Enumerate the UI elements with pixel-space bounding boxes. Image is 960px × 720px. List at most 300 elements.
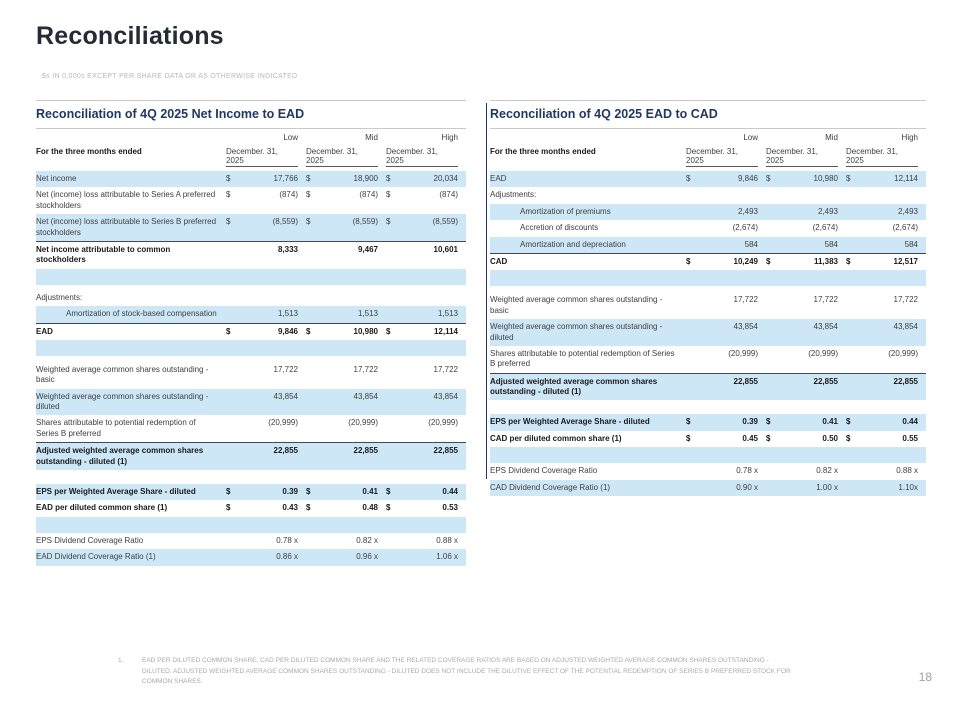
dollar-sign	[306, 365, 318, 375]
row-value: 22,855	[733, 376, 758, 386]
table-row	[490, 431, 926, 447]
row-value: 0.82 x	[816, 466, 838, 476]
dollar-sign	[846, 223, 858, 233]
row-value-group	[386, 245, 466, 255]
row-label: EAD Dividend Coverage Ratio (1)	[36, 552, 156, 562]
row-value-group	[306, 245, 386, 255]
row-value: 1.00 x	[816, 482, 838, 492]
row-value-group	[846, 257, 926, 267]
dollar-sign: $	[386, 174, 391, 183]
column-header-row	[490, 129, 926, 144]
table-row	[36, 442, 466, 470]
dollar-sign	[306, 392, 318, 402]
dollar-sign	[846, 240, 858, 250]
dollar-sign: $	[306, 487, 311, 497]
row-value: 9,846	[737, 174, 758, 183]
row-value: 1,513	[277, 309, 298, 319]
row-value-group	[306, 487, 386, 497]
spacer-row	[36, 470, 466, 484]
row-value: 10,249	[733, 256, 758, 266]
row-value: (20,999)	[888, 348, 918, 358]
dollar-sign	[386, 552, 398, 562]
row-value: 584	[824, 239, 838, 249]
column-header-mid: Mid	[365, 133, 378, 142]
row-value: 11,383	[813, 256, 838, 266]
row-value: 22,855	[353, 446, 378, 456]
column-header-mid: Mid	[825, 133, 838, 142]
row-value: 10,980	[353, 326, 378, 336]
period-header-row	[490, 144, 926, 171]
dollar-sign: $	[226, 190, 231, 200]
row-value-group	[226, 418, 306, 428]
row-value: 0.39	[282, 487, 298, 497]
table-row	[36, 241, 466, 269]
period-date-low: December. 31, 2025	[226, 147, 306, 167]
period-date-high: December. 31, 2025	[846, 147, 926, 167]
row-value: (2,674)	[812, 223, 838, 233]
table-row	[36, 290, 466, 306]
dollar-sign	[766, 207, 778, 217]
row-value-group	[386, 418, 466, 428]
row-value: (20,999)	[428, 418, 458, 428]
row-value: 0.90 x	[736, 482, 758, 492]
row-value-group	[846, 483, 926, 493]
column-header-spacer	[36, 133, 226, 142]
row-value-group	[226, 446, 306, 456]
footnote-text: EAD PER DILUTED COMMON SHARE, CAD PER DILUTED COMMON SHARE AND THE RELATED COVERAGE RATIOS ARE BASED ON ADJUSTED WEIGHTED AVERAGE COMMON SHARES OUTSTANDING - DILUTED. ADJUSTED WEIGHTED AVERAGE COMMON SHARES OUTSTANDING - DILUTED DOES NOT INCLUDE THE DILUTIVE EFFECT OF THE POTENTIAL REDEMPTION OF SERIES B PREFERRED STOCK FOR COMMON SHARES.	[142, 657, 791, 686]
dollar-sign	[686, 377, 698, 387]
dollar-sign	[386, 309, 398, 319]
table-row	[36, 484, 466, 500]
row-label: Net income	[36, 174, 77, 183]
row-value: 12,114	[433, 326, 458, 336]
row-value: 43,854	[893, 322, 918, 332]
row-label: EAD	[490, 174, 507, 183]
row-value-group	[766, 466, 846, 476]
dollar-sign	[226, 446, 238, 456]
dollar-sign: $	[766, 433, 771, 443]
spacer-row	[36, 269, 466, 285]
table-row	[490, 292, 926, 319]
row-value: 43,854	[433, 391, 458, 401]
row-value: 43,854	[353, 391, 378, 401]
row-value: (874)	[439, 190, 458, 200]
row-value-group	[306, 552, 386, 562]
row-value: 17,722	[433, 364, 458, 374]
row-value: 9,467	[357, 244, 378, 254]
column-header-low: Low	[743, 133, 758, 142]
row-value: 17,722	[733, 295, 758, 305]
dollar-sign: $	[686, 174, 691, 183]
row-label: Net income attributable to common stockholders	[36, 244, 171, 265]
row-value: 0.41	[362, 487, 378, 497]
row-value-group	[686, 483, 766, 493]
row-value: 0.55	[902, 433, 918, 443]
row-value: 17,722	[353, 364, 378, 374]
row-value-group	[766, 322, 846, 332]
row-value-group	[226, 536, 306, 546]
row-value: 43,854	[273, 391, 298, 401]
dollar-sign	[686, 207, 698, 217]
row-label: Weighted average common shares outstanding - basic	[36, 364, 209, 385]
dollar-sign: $	[386, 217, 391, 227]
row-value: 17,722	[273, 364, 298, 374]
row-value: 17,722	[813, 295, 838, 305]
row-value-group	[846, 207, 926, 217]
dollar-sign	[386, 446, 398, 456]
row-label: CAD Dividend Coverage Ratio (1)	[490, 482, 611, 492]
dollar-sign: $	[226, 326, 231, 336]
dollar-sign	[766, 483, 778, 493]
row-value-group	[226, 503, 306, 513]
row-value-group	[306, 217, 386, 227]
row-label: Adjustments:	[36, 292, 83, 302]
row-label: Amortization of stock-based compensation	[66, 309, 217, 319]
dollar-sign	[226, 552, 238, 562]
row-label: EPS per Weighted Average Share - diluted	[36, 487, 196, 497]
spacer-row	[490, 270, 926, 286]
row-value-group	[226, 487, 306, 497]
row-value: 43,854	[813, 322, 838, 332]
row-value-group	[766, 483, 846, 493]
dollar-sign: $	[226, 217, 231, 227]
row-label: CAD per diluted common share (1)	[490, 433, 622, 443]
dollar-sign: $	[306, 217, 311, 227]
table-row	[36, 389, 466, 416]
row-value: 20,034	[433, 174, 458, 183]
row-value: (8,559)	[352, 217, 378, 227]
row-value: 1.10x	[898, 482, 918, 492]
row-value: (2,674)	[892, 223, 918, 233]
row-value-group	[306, 446, 386, 456]
dollar-sign: $	[686, 256, 691, 266]
dollar-sign: $	[766, 174, 771, 183]
row-label: Adjusted weighted average common shares outstanding - diluted (1)	[36, 446, 204, 466]
dollar-sign: $	[846, 417, 851, 427]
table-row	[490, 220, 926, 236]
table-row	[490, 346, 926, 373]
row-value: 0.78 x	[276, 535, 298, 545]
row-value-group	[386, 446, 466, 456]
row-label: Weighted average common shares outstanding - basic	[490, 295, 663, 315]
table-row	[36, 323, 466, 340]
row-value-group	[306, 309, 386, 319]
row-value-group	[846, 377, 926, 387]
row-value: 2,493	[817, 206, 838, 216]
dollar-sign: $	[306, 503, 311, 513]
row-label: CAD	[490, 256, 508, 266]
dollar-sign	[846, 349, 858, 359]
dollar-sign	[766, 466, 778, 476]
spacer-row	[36, 517, 466, 533]
dollar-sign: $	[846, 174, 851, 183]
table-title: Reconciliation of 4Q 2025 Net Income to EAD	[36, 101, 466, 129]
page-title: Reconciliations	[36, 22, 224, 50]
row-value: 0.50	[822, 433, 838, 443]
row-value: 2,493	[737, 206, 758, 216]
dollar-sign	[846, 207, 858, 217]
dollar-sign	[306, 446, 318, 456]
page-number: 18	[918, 670, 932, 684]
footnote-number: 1.	[118, 657, 124, 664]
row-value-group	[766, 417, 846, 427]
row-value-group	[226, 327, 306, 337]
dollar-sign	[766, 240, 778, 250]
dollar-sign: $	[386, 503, 391, 513]
dollar-sign	[686, 240, 698, 250]
row-value-group	[306, 503, 386, 513]
dollar-sign: $	[226, 487, 231, 497]
row-value: 584	[744, 239, 758, 249]
row-value: 0.44	[442, 487, 458, 497]
row-value-group	[846, 295, 926, 305]
row-value-group	[846, 349, 926, 359]
row-value-group	[846, 322, 926, 332]
dollar-sign	[686, 223, 698, 233]
row-value-group	[386, 365, 466, 375]
row-value-group	[766, 174, 846, 184]
row-value-group	[846, 240, 926, 250]
row-value-group	[386, 174, 466, 184]
row-value: 9,846	[277, 326, 298, 336]
dollar-sign: $	[686, 433, 691, 443]
table-row	[36, 214, 466, 241]
dollar-sign	[766, 377, 778, 387]
row-value: 0.41	[822, 417, 838, 427]
dollar-sign: $	[766, 256, 771, 266]
row-value-group	[226, 190, 306, 200]
row-value-group	[846, 223, 926, 233]
row-value-group	[766, 295, 846, 305]
row-value-group	[306, 365, 386, 375]
table-row	[36, 362, 466, 389]
row-label: Shares attributable to potential redemption of Series B preferred	[36, 418, 196, 438]
row-value-group	[686, 257, 766, 267]
table-row	[36, 187, 466, 214]
row-value: (8,559)	[272, 217, 298, 227]
row-value: 22,855	[273, 446, 298, 456]
table-row	[490, 253, 926, 270]
row-value: (2,674)	[732, 223, 758, 233]
row-value: 17,722	[893, 295, 918, 305]
row-value-group	[226, 217, 306, 227]
row-label: EAD per diluted common share (1)	[36, 503, 168, 513]
units-note: $s IN 0,000s EXCEPT PER SHARE DATA OR AS OTHERWISE INDICATED	[42, 73, 298, 80]
table-row	[490, 204, 926, 220]
row-value-group	[226, 392, 306, 402]
row-value-group	[306, 327, 386, 337]
net-income-to-ead-table	[36, 100, 466, 566]
dollar-sign	[686, 295, 698, 305]
dollar-sign: $	[766, 417, 771, 427]
row-value-group	[226, 245, 306, 255]
table-row	[490, 414, 926, 430]
row-value-group	[386, 217, 466, 227]
table-row	[36, 306, 466, 322]
row-label: EPS per Weighted Average Share - diluted	[490, 417, 650, 427]
row-value-group	[386, 503, 466, 513]
column-header-high: High	[441, 133, 458, 142]
table-body	[490, 171, 926, 496]
row-value-group	[686, 466, 766, 476]
ead-to-cad-table	[490, 100, 926, 496]
row-value-group	[766, 240, 846, 250]
row-value: 1,513	[357, 309, 378, 319]
dollar-sign	[846, 483, 858, 493]
row-value-group	[306, 536, 386, 546]
row-value: 0.53	[442, 503, 458, 513]
dollar-sign	[686, 466, 698, 476]
table-row	[490, 319, 926, 346]
row-value-group	[686, 174, 766, 184]
row-value-group	[386, 309, 466, 319]
dollar-sign	[306, 245, 318, 255]
row-label: Amortization and depreciation	[520, 239, 626, 249]
table-title: Reconciliation of 4Q 2025 EAD to CAD	[490, 101, 926, 129]
row-value-group	[386, 327, 466, 337]
row-value-group	[386, 536, 466, 546]
row-value: (874)	[359, 190, 378, 200]
row-value: 10,601	[433, 244, 458, 254]
row-value-group	[846, 434, 926, 444]
row-label: Adjusted weighted average common shares outstanding - diluted (1)	[490, 376, 658, 397]
row-value-group	[686, 223, 766, 233]
table-row	[490, 463, 926, 479]
row-label: Net (income) loss attributable to Series B preferred stockholders	[36, 217, 217, 237]
row-value: 1,513	[437, 309, 458, 319]
row-value-group	[686, 349, 766, 359]
row-value-group	[686, 377, 766, 387]
row-value: 17,766	[273, 174, 298, 183]
dollar-sign: $	[306, 174, 311, 183]
dollar-sign: $	[846, 433, 851, 443]
period-label: For the three months ended	[490, 147, 596, 156]
row-value-group	[686, 434, 766, 444]
period-label: For the three months ended	[36, 147, 142, 156]
row-value-group	[306, 392, 386, 402]
column-header-high: High	[901, 133, 918, 142]
period-date-mid: December. 31, 2025	[766, 147, 846, 167]
row-label: Adjustments:	[490, 190, 537, 200]
row-value: 0.86 x	[276, 552, 298, 562]
table-row	[36, 171, 466, 187]
dollar-sign	[226, 365, 238, 375]
row-value-group	[766, 223, 846, 233]
spacer-row	[490, 447, 926, 463]
dollar-sign	[846, 295, 858, 305]
row-value: (874)	[279, 190, 298, 200]
row-value-group	[386, 392, 466, 402]
period-header-row	[36, 144, 466, 171]
row-value: 0.88 x	[896, 466, 918, 476]
row-label: Weighted average common shares outstanding - diluted	[490, 322, 663, 342]
row-value: 2,493	[897, 206, 918, 216]
dollar-sign	[386, 365, 398, 375]
row-value-group	[766, 207, 846, 217]
row-value-group	[846, 466, 926, 476]
row-value: 0.44	[902, 417, 918, 427]
row-value-group	[306, 418, 386, 428]
dollar-sign	[766, 349, 778, 359]
row-value-group	[686, 295, 766, 305]
row-value: 0.78 x	[736, 466, 758, 476]
row-value: 12,517	[893, 256, 918, 266]
row-label: Accretion of discounts	[520, 223, 599, 233]
row-value: (20,999)	[808, 348, 838, 358]
footnote	[118, 656, 794, 688]
row-value-group	[766, 349, 846, 359]
dollar-sign	[686, 322, 698, 332]
dollar-sign	[766, 295, 778, 305]
table-row	[490, 187, 926, 203]
table-row	[36, 500, 466, 516]
row-value: 8,333	[277, 244, 298, 254]
row-value: 0.88 x	[436, 535, 458, 545]
spacer-row	[36, 340, 466, 356]
dollar-sign: $	[386, 190, 391, 200]
table-row	[36, 415, 466, 442]
row-value-group	[766, 257, 846, 267]
row-value-group	[686, 417, 766, 427]
row-value: 0.48	[362, 503, 378, 513]
row-value: 0.96 x	[356, 552, 378, 562]
row-label: Weighted average common shares outstanding - diluted	[36, 391, 209, 412]
row-value: 22,855	[813, 376, 838, 386]
row-value-group	[226, 365, 306, 375]
row-value-group	[766, 434, 846, 444]
dollar-sign: $	[686, 417, 691, 427]
row-value-group	[686, 240, 766, 250]
dollar-sign	[846, 466, 858, 476]
row-value-group	[306, 190, 386, 200]
row-value: 22,855	[433, 446, 458, 456]
row-value-group	[226, 309, 306, 319]
period-date-mid: December. 31, 2025	[306, 147, 386, 167]
table-body	[36, 171, 466, 566]
row-value: 12,114	[894, 174, 918, 183]
dollar-sign	[846, 377, 858, 387]
row-value-group	[226, 174, 306, 184]
table-row	[36, 549, 466, 565]
row-value: 0.39	[742, 417, 758, 427]
row-value: 22,855	[893, 376, 918, 386]
dollar-sign	[226, 309, 238, 319]
dollar-sign	[386, 392, 398, 402]
row-value: 43,854	[733, 322, 758, 332]
row-value: 0.82 x	[356, 535, 378, 545]
row-value: 18,900	[353, 174, 378, 183]
dollar-sign: $	[386, 487, 391, 497]
dollar-sign	[226, 392, 238, 402]
row-value-group	[686, 322, 766, 332]
dollar-sign	[386, 245, 398, 255]
dollar-sign: $	[306, 190, 311, 200]
dollar-sign	[686, 349, 698, 359]
dollar-sign	[306, 536, 318, 546]
row-value-group	[846, 417, 926, 427]
row-label: Net (income) loss attributable to Series A preferred stockholders	[36, 190, 216, 210]
column-header-spacer	[490, 133, 686, 142]
row-value: (8,559)	[432, 217, 458, 227]
table-row	[490, 171, 926, 187]
dollar-sign	[386, 418, 398, 428]
dollar-sign: $	[846, 256, 851, 266]
row-label: EPS Dividend Coverage Ratio	[36, 535, 144, 545]
row-value-group	[386, 190, 466, 200]
dollar-sign	[306, 552, 318, 562]
row-value: 10,980	[813, 174, 838, 183]
row-value-group	[386, 487, 466, 497]
